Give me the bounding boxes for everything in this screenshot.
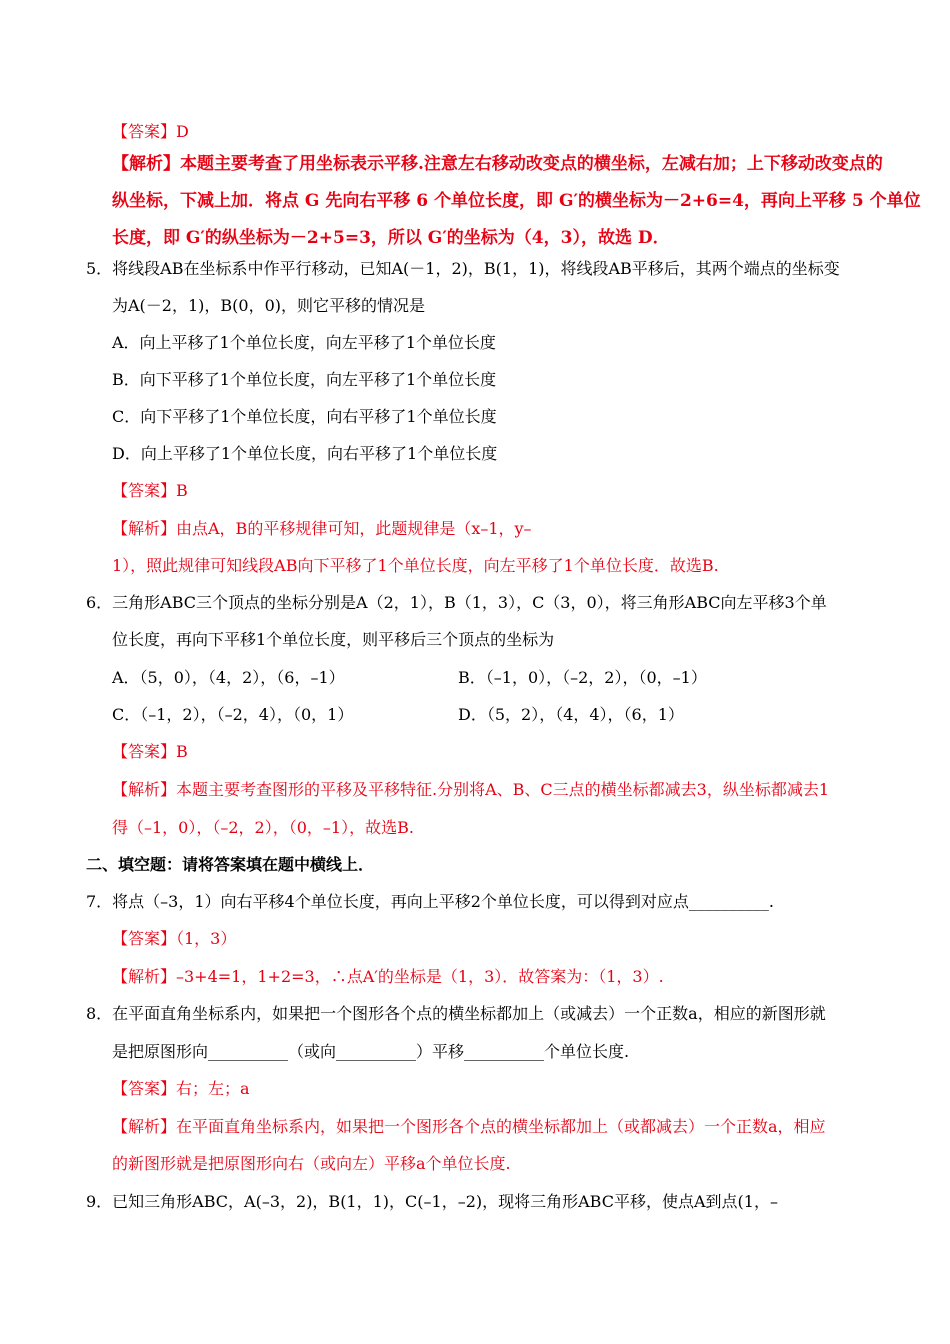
answer-line-q7: 【答案】（1，3） — [112, 929, 237, 948]
question-5-stem-2: 为A(－2，1)，B(0，0)，则它平移的情况是 — [112, 296, 426, 315]
question-5-stem-1: 5．将线段AB在坐标系中作平行移动，已知A(－1，2)，B(1，1)，将线段AB平移后，其两个端点的坐标变 — [86, 259, 840, 278]
question-5-option-c: C．向下平移了1个单位长度，向右平移了1个单位长度 — [112, 407, 497, 426]
analysis-line-q5-2: 1），照此规律可知线段AB向下平移了1个单位长度，向左平移了1个单位长度．故选B. — [112, 556, 719, 575]
question-8-stem-2: 是把原图形向__________（或向__________）平移__________个单位长度. — [112, 1042, 630, 1061]
question-5-option-d: D．向上平移了1个单位长度，向右平移了1个单位长度 — [112, 444, 498, 463]
answer-line-q5: 【答案】B — [112, 481, 188, 500]
question-6-stem-1: 6．三角形ABC三个顶点的坐标分别是A（2，1），B（1，3），C（3，0），将三角形ABC向左平移3个单 — [86, 593, 827, 612]
analysis-line-q8-1: 【解析】在平面直角坐标系内，如果把一个图形各个点的横坐标都加上（或都减去）一个正数a，相应 — [112, 1117, 826, 1136]
analysis-line-q4-3: 长度，即 G′的纵坐标为－2+5=3，所以 G′的坐标为（4，3），故选 D． — [112, 228, 670, 248]
question-6-option-b: B．（–1，0），（–2，2），（0，–1） — [458, 668, 707, 687]
question-8-stem-1: 8．在平面直角坐标系内，如果把一个图形各个点的横坐标都加上（或减去）一个正数a，相应的新图形就 — [86, 1004, 826, 1023]
analysis-line-q7: 【解析】–3+4=1，1+2=3，∴点A′的坐标是（1，3）．故答案为：（1，3）. — [112, 967, 664, 986]
section-heading-fill-in: 二、填空题：请将答案填在题中横线上． — [86, 855, 375, 874]
analysis-line-q4-2: 纵坐标，下减上加．将点 G 先向右平移 6 个单位长度，即 G′的横坐标为－2+6=4，再向上平移 5 个单位 — [112, 191, 921, 211]
question-5-option-a: A．向上平移了1个单位长度，向左平移了1个单位长度 — [112, 333, 496, 352]
answer-line-q8: 【答案】右；左；a — [112, 1079, 250, 1098]
question-6-option-d: D．（5，2），（4，4），（6，1） — [458, 705, 684, 724]
analysis-line-q4-1: 【解析】本题主要考查了用坐标表示平移.注意左右移动改变点的横坐标，左减右加；上下移动改变点的 — [112, 154, 883, 174]
answer-line-q6: 【答案】B — [112, 742, 188, 761]
question-6-option-c: C．（–1，2），（–2，4），（0，1） — [112, 705, 354, 724]
analysis-line-q6-2: 得（–1，0），（–2，2），（0，–1），故选B. — [112, 818, 414, 837]
question-6-stem-2: 位长度，再向下平移1个单位长度，则平移后三个顶点的坐标为 — [112, 630, 555, 649]
question-7-stem: 7．将点（–3，1）向右平移4个单位长度，再向上平移2个单位长度，可以得到对应点__________. — [86, 892, 774, 911]
answer-line-q4: 【答案】D — [112, 122, 189, 141]
analysis-line-q5-1: 【解析】由点A，B的平移规律可知，此题规律是（x–1，y– — [112, 519, 532, 538]
question-5-option-b: B．向下平移了1个单位长度，向左平移了1个单位长度 — [112, 370, 497, 389]
question-6-option-a: A．（5，0），（4，2），（6，–1） — [112, 668, 345, 687]
question-9-stem: 9．已知三角形ABC，A(–3，2)，B(1，1)，C(–1，–2)，现将三角形ABC平移，使点A到点(1，– — [86, 1192, 778, 1211]
analysis-line-q6-1: 【解析】本题主要考查图形的平移及平移特征.分别将A、B、C三点的横坐标都减去3，纵坐标都减去1 — [112, 780, 830, 799]
analysis-line-q8-2: 的新图形就是把原图形向右（或向左）平移a个单位长度. — [112, 1154, 511, 1173]
